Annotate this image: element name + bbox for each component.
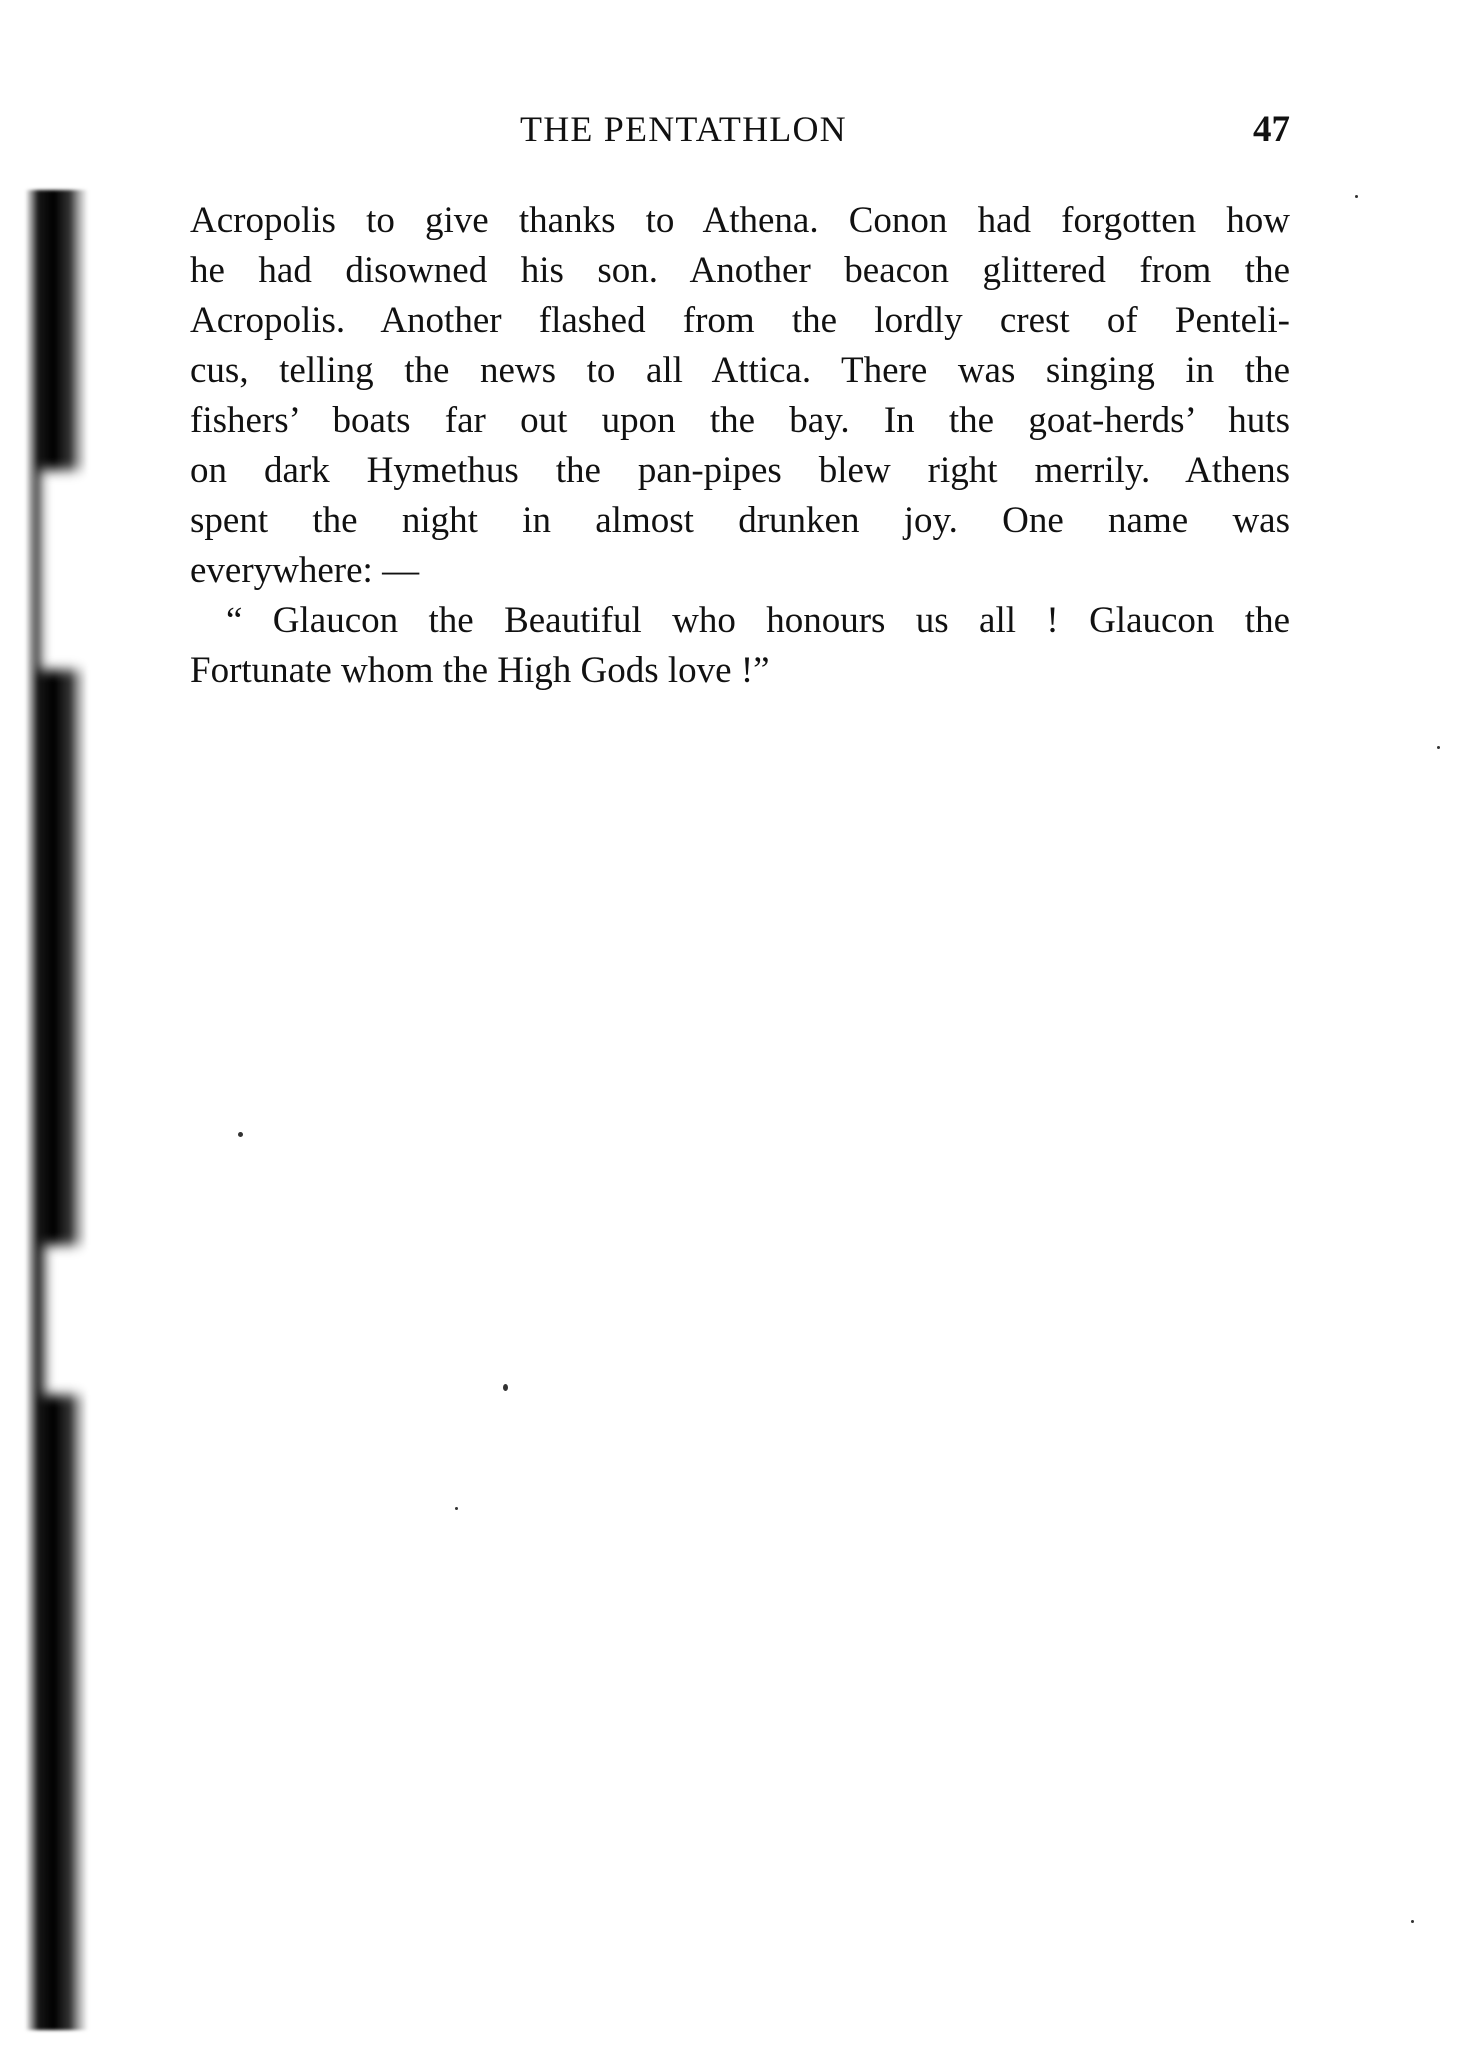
text-line: “ Glaucon the Beautiful who honours us all ! Glaucon the: [226, 600, 1290, 641]
text-line: fishers’ boats far out upon the bay. In the goat-herds’ huts: [190, 400, 1290, 441]
running-head: [190, 108, 1290, 158]
text-line: Fortunate whom the High Gods love !”: [190, 650, 770, 691]
text-line: Acropolis. Another flashed from the lordly crest of Penteli-: [190, 300, 1290, 341]
scan-speck: [238, 1132, 243, 1137]
scan-speck: [1355, 195, 1358, 198]
paragraph: [190, 196, 1290, 596]
text-line: cus, telling the news to all Attica. There was singing in the: [190, 350, 1290, 391]
text-line: on dark Hymethus the pan-pipes blew right merrily. Athens: [190, 450, 1290, 491]
text-line: Acropolis to give thanks to Athena. Conon had forgotten how: [190, 200, 1290, 241]
page-number: 47: [1253, 109, 1290, 150]
binding-edge-gap: [44, 1245, 100, 1395]
scan-speck: [503, 1384, 508, 1391]
text-line: everywhere: —: [190, 550, 420, 591]
body-text: [190, 196, 1290, 696]
scan-speck: [1411, 1920, 1414, 1923]
scanned-binding-edge: [26, 190, 88, 2030]
running-title: THE PENTATHLON: [520, 109, 847, 149]
text-line: he had disowned his son. Another beacon glittered from the: [190, 250, 1290, 291]
scan-speck: [455, 1507, 458, 1510]
paragraph: [190, 596, 1290, 696]
text-line: spent the night in almost drunken joy. One name was: [190, 500, 1290, 541]
binding-edge-gap: [40, 470, 100, 670]
scan-speck: [1437, 746, 1440, 749]
